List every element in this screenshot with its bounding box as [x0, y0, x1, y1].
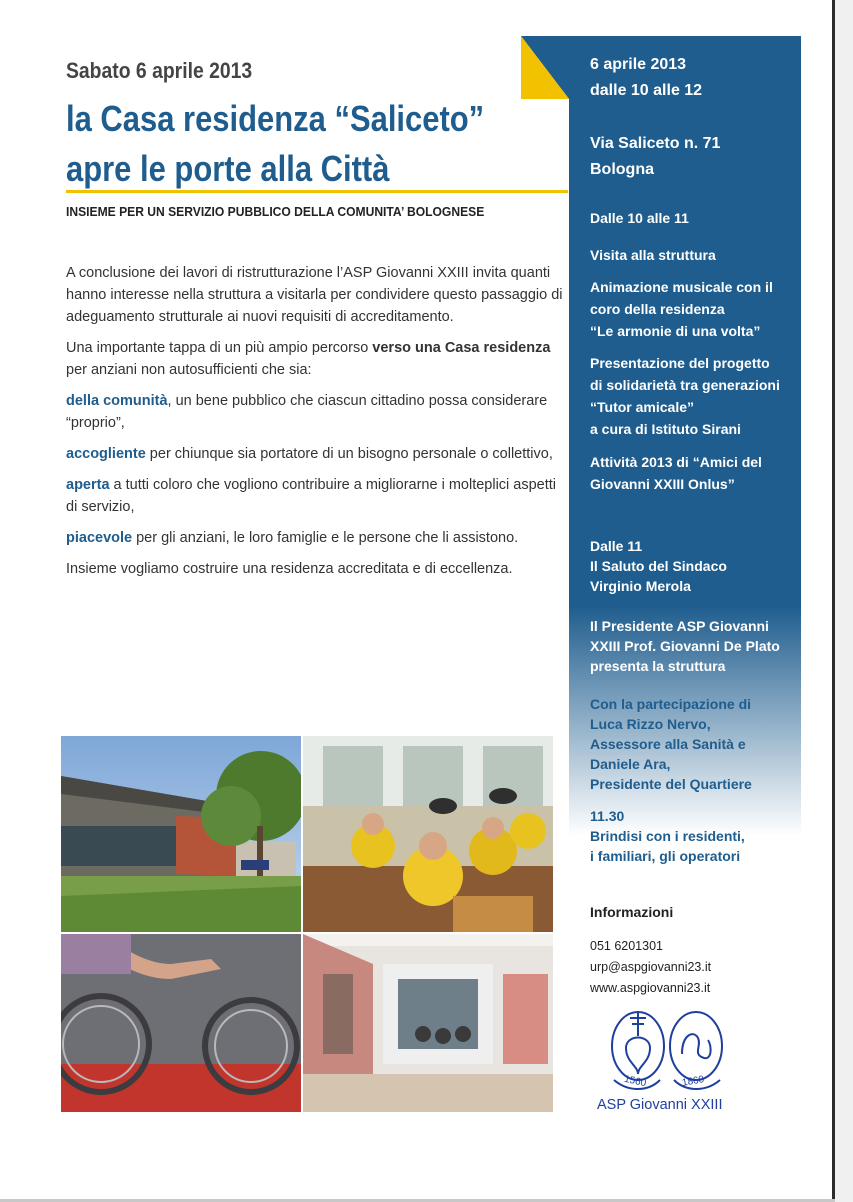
corner-triangle	[521, 36, 569, 99]
logo-year-1: 1560	[623, 1073, 648, 1090]
time-slot-2: Dalle 11 Il Saluto del Sindaco Virginio Merola	[590, 538, 727, 594]
contact-info	[590, 936, 711, 999]
music-activity-photo	[303, 736, 553, 932]
logo-year-2: 1860	[681, 1074, 706, 1089]
quality-welcoming: accogliente per chiunque sia portatore di un bisogno personale o collettivo,	[66, 446, 553, 462]
intro-paragraph: A conclusione dei lavori di ristrutturazione l’ASP Giovanni XXIII invita quanti hanno interesse nella struttura a visitarla per condividere questo passaggio di adeguamento strutturale ai nuovi requisiti di accreditamento.	[66, 265, 563, 325]
time-slot-1: Dalle 10 alle 11	[590, 210, 689, 226]
sidebar-address: Via Saliceto n. 71 Bologna	[590, 135, 721, 178]
keyword-pleasant: piacevole	[66, 530, 133, 546]
sidebar-corner	[521, 36, 569, 99]
body-text	[66, 262, 566, 589]
program-visit: Visita alla struttura	[590, 247, 716, 263]
keyword-welcoming: accogliente	[66, 446, 146, 462]
title-line-1: la Casa residenza “Saliceto”	[66, 98, 485, 139]
info-heading: Informazioni	[590, 904, 674, 920]
keyword-community: della comunità	[66, 393, 168, 409]
interior-photo	[303, 934, 553, 1112]
title-line-2: apre le porte alla Città	[66, 148, 390, 189]
website-link[interactable]: www.aspgiovanni23.it	[590, 981, 711, 995]
logo-name: ASP Giovanni XXIII	[597, 1097, 723, 1113]
quality-open: aperta a tutti coloro che vogliono contribuire a migliorarne i molteplici aspetti di servizio,	[66, 477, 557, 515]
program-music: Animazione musicale con il coro della residenza “Le armonie di una volta”	[590, 279, 773, 339]
program-activities: Attività 2013 di “Amici del Giovanni XXIII Onlus”	[590, 454, 762, 492]
goal-emphasis: verso una Casa residenza	[372, 340, 551, 356]
quality-pleasant: piacevole per gli anziani, le loro famiglie e le persone che li assistono.	[66, 530, 519, 546]
title-underline	[66, 190, 568, 193]
quality-community: della comunità, un bene pubblico che ciascun cittadino possa considerare “proprio”,	[66, 393, 548, 431]
wheelchair-photo	[61, 934, 301, 1112]
email-address[interactable]: urp@aspgiovanni23.it	[590, 960, 712, 974]
goal-paragraph: Una importante tappa di un più ampio percorso verso una Casa residenza per anziani non autosufficienti che sia:	[66, 340, 551, 378]
building-photo	[61, 736, 301, 932]
page-title	[66, 94, 484, 194]
closing-paragraph: Insieme vogliamo costruire una residenza accreditata e di eccellenza.	[66, 561, 513, 577]
phone-number: 051 6201301	[590, 939, 663, 953]
subtitle: INSIEME PER UN SERVIZIO PUBBLICO DELLA COMUNITA’ BOLOGNESE	[66, 204, 485, 219]
asp-logo	[608, 1006, 728, 1098]
program-participation: Con la partecipazione di Luca Rizzo Nervo, Assessore alla Sanità e Daniele Ara, Presidente del Quartiere	[590, 696, 752, 792]
program-toast: 11.30 Brindisi con i residenti, i familiari, gli operatori	[590, 806, 795, 866]
sidebar-date: 6 aprile 2013 dalle 10 alle 12	[590, 56, 703, 99]
keyword-open: aperta	[66, 477, 110, 493]
program-president: Il Presidente ASP Giovanni XXIII Prof. Giovanni De Plato presenta la struttura	[590, 618, 780, 674]
time-slot-3: 11.30	[590, 808, 625, 824]
event-date-heading: Sabato 6 aprile 2013	[66, 58, 253, 83]
program-project: Presentazione del progetto di solidarietà tra generazioni “Tutor amicale” a cura di Istituto Sirani	[590, 355, 780, 437]
page-shadow-right	[832, 0, 835, 1202]
